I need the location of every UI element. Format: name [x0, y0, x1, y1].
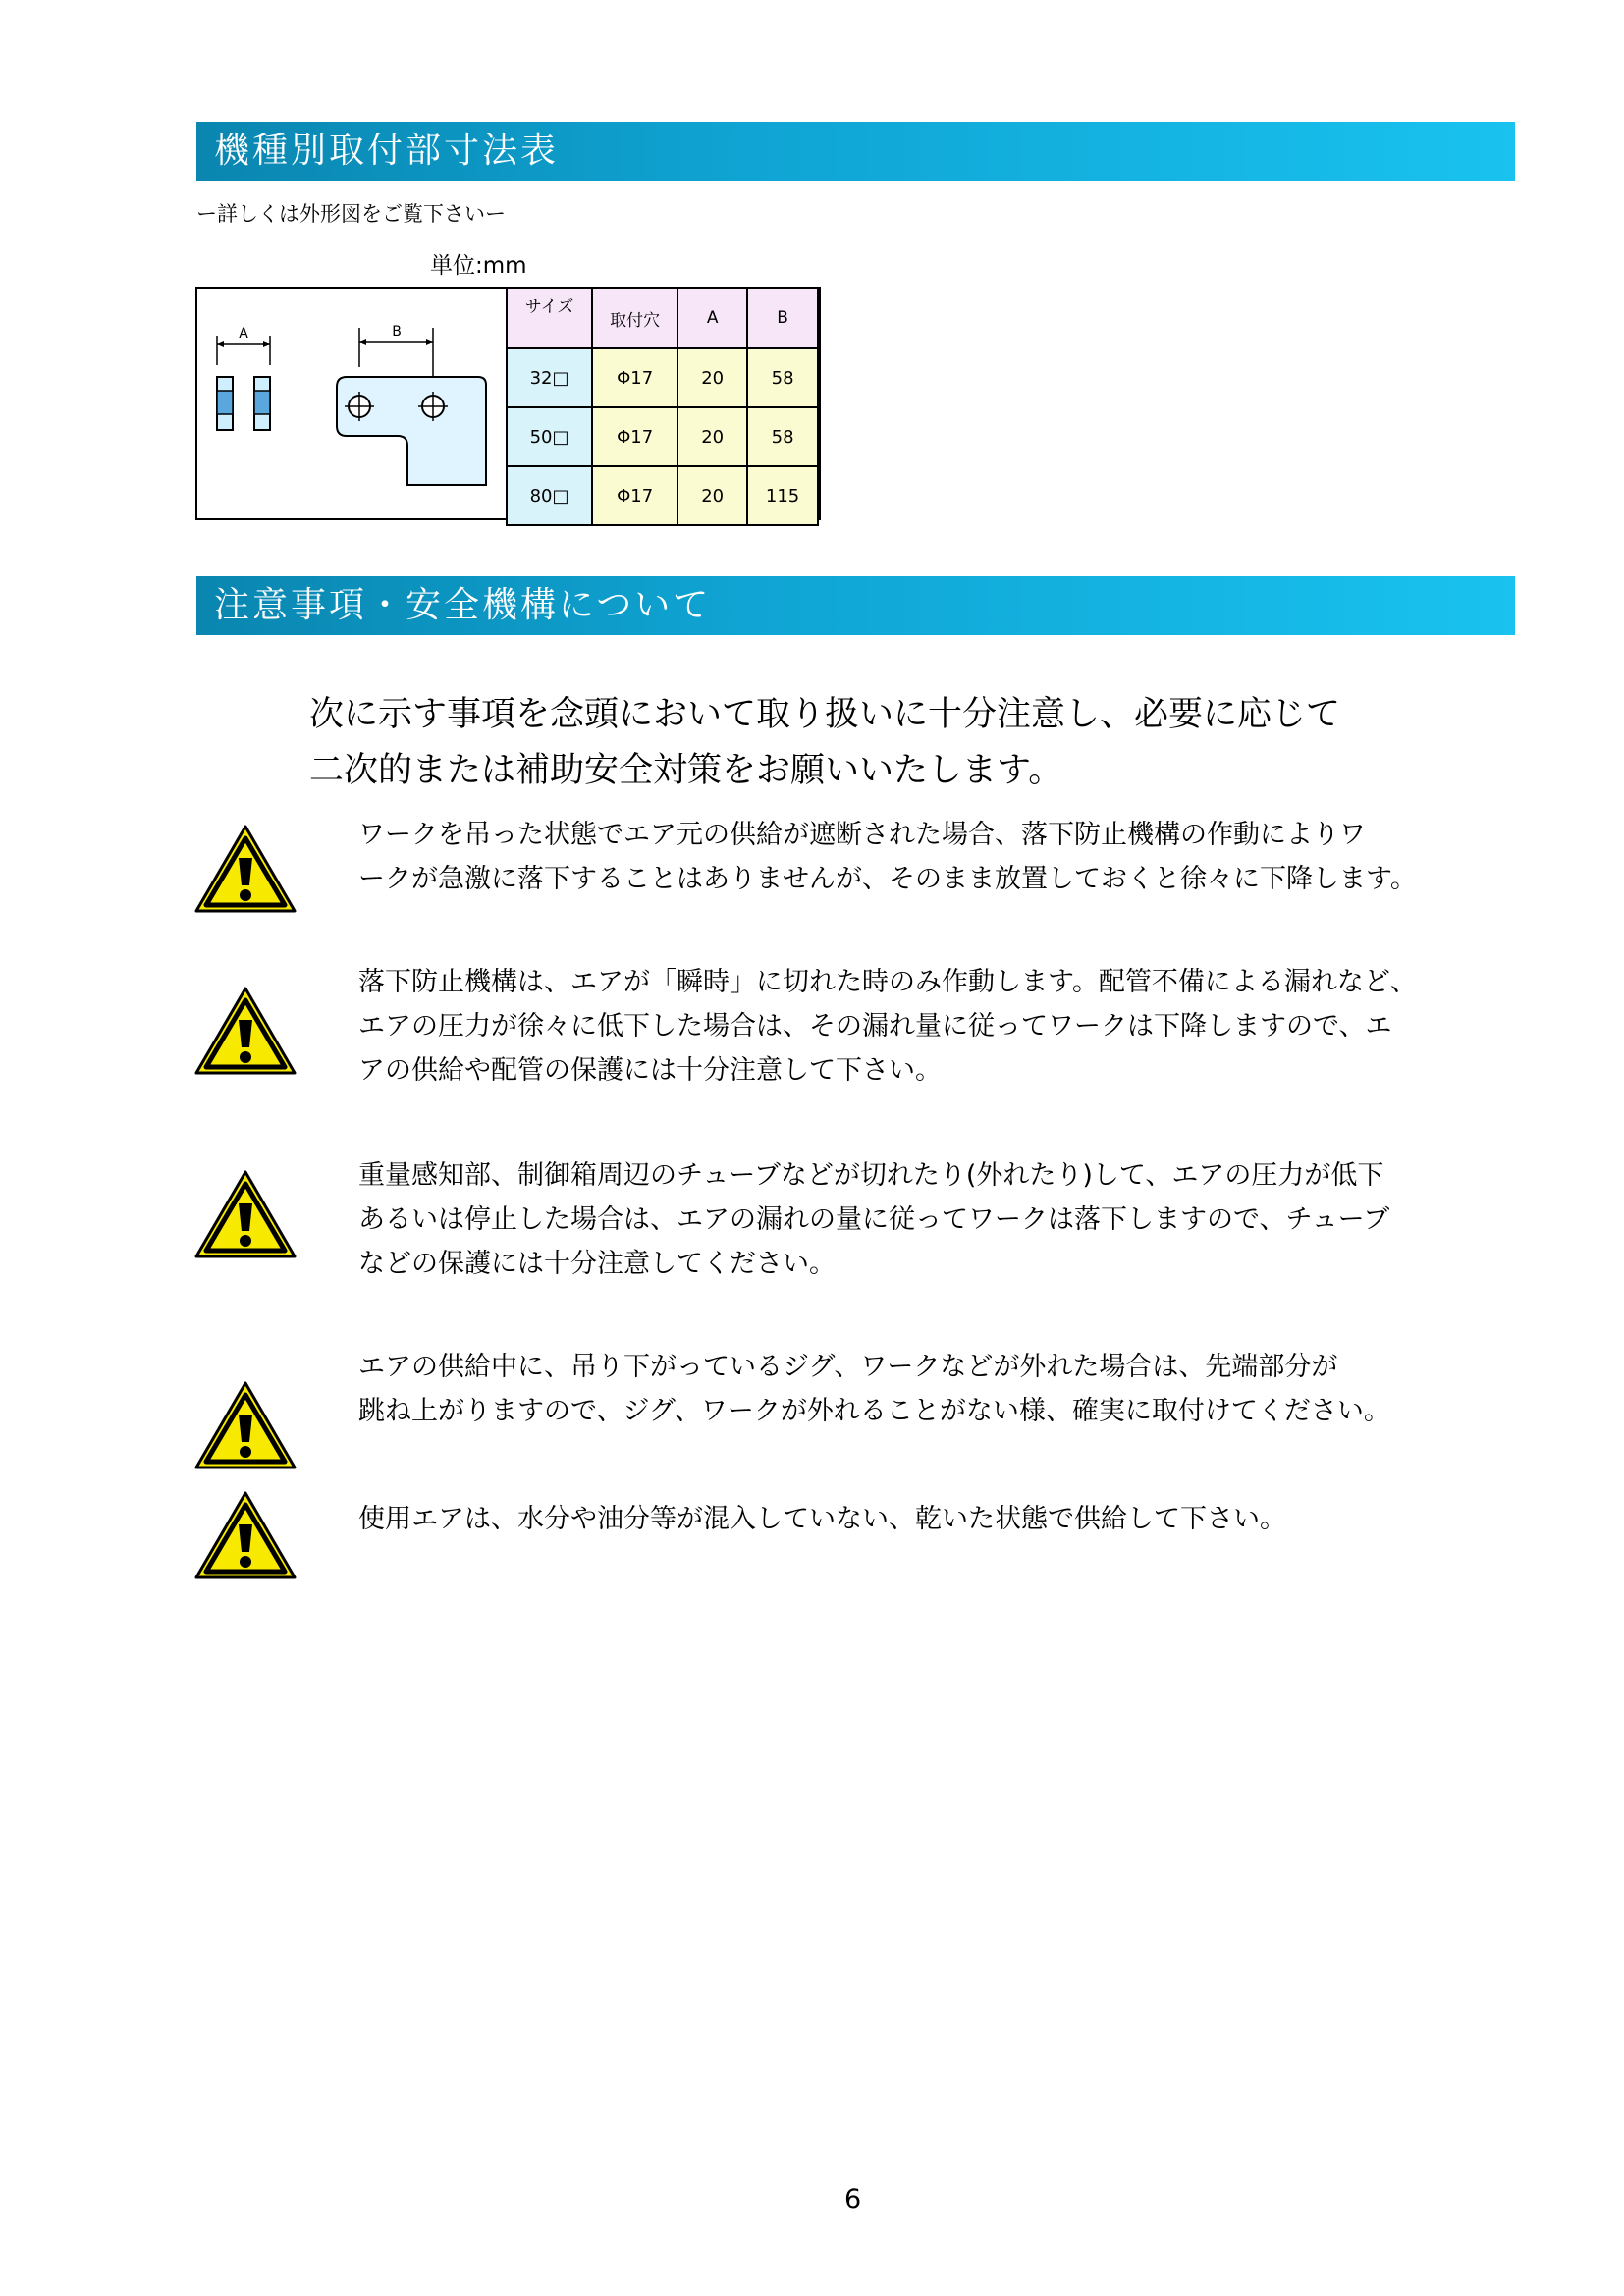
warning-line: 跳ね上がりますので、ジグ、ワークが外れることがない様、確実に取付けてください。: [358, 1396, 1390, 1426]
safety-intro: [309, 687, 1340, 799]
table-row: [507, 348, 818, 407]
intro-line: 二次的または補助安全対策をお願いいたします。: [309, 751, 1063, 790]
warning-line: 落下防止機構は、エアが「瞬時」に切れた時のみ作動します。配管不備による漏れなど、: [358, 967, 1417, 997]
section-title-safety: 注意事項・安全機構について: [196, 576, 1515, 635]
warning-triangle-icon: [192, 1379, 298, 1471]
dimension-table: [506, 287, 819, 526]
warning-triangle-icon: [192, 1489, 298, 1581]
cell-b: 58: [747, 407, 818, 466]
cell-a: 20: [677, 348, 747, 407]
cell-a: 20: [677, 466, 747, 525]
page-number: 6: [844, 2184, 862, 2215]
cell-b: 58: [747, 348, 818, 407]
header-a: A: [677, 288, 747, 348]
cell-size: 50□: [507, 407, 592, 466]
warning-triangle-icon: [192, 985, 298, 1077]
detail-note: ー詳しくは外形図をご覧下さいー: [196, 202, 506, 226]
warning-line: ワークを吊った状態でエア元の供給が遮断された場合、落下防止機構の作動によりワ: [358, 820, 1366, 850]
unit-label: 単位:mm: [430, 253, 527, 279]
cell-a: 20: [677, 407, 747, 466]
dimension-a-label: A: [239, 326, 248, 342]
warning-item: [358, 1345, 1488, 1433]
warning-item: [358, 1153, 1488, 1286]
warning-item: [358, 1497, 1488, 1541]
warning-item: [358, 960, 1488, 1093]
intro-line: 次に示す事項を念頭において取り扱いに十分注意し、必要に応じて: [309, 695, 1341, 734]
warning-line: ークが急激に落下することはありませんが、そのまま放置しておくと徐々に下降します。: [358, 864, 1417, 894]
warning-line: あるいは停止した場合は、エアの漏れの量に従ってワークは落下しますので、チューブ: [358, 1204, 1390, 1235]
warning-line: エアの供給中に、吊り下がっているジグ、ワークなどが外れた場合は、先端部分が: [358, 1352, 1338, 1382]
header-b: B: [747, 288, 818, 348]
table-header-row: [507, 288, 818, 348]
warning-line: アの供給や配管の保護には十分注意して下さい。: [358, 1055, 942, 1086]
dimension-table-box: [195, 287, 821, 520]
cell-mount-hole: Φ17: [592, 466, 677, 525]
warning-line: などの保護には十分注意してください。: [358, 1249, 836, 1279]
cell-size: 80□: [507, 466, 592, 525]
cell-size: 32□: [507, 348, 592, 407]
table-row: [507, 466, 818, 525]
warning-line: 重量感知部、制御箱周辺のチューブなどが切れたり(外れたり)して、エアの圧力が低下: [358, 1160, 1384, 1191]
cell-b: 115: [747, 466, 818, 525]
section-title-dimensions: 機種別取付部寸法表: [196, 122, 1515, 181]
dimension-b-label: B: [392, 324, 402, 340]
header-size: サイズ: [507, 288, 592, 348]
warning-item: [358, 813, 1488, 901]
mounting-diagram: [197, 289, 506, 518]
warning-triangle-icon: [192, 1168, 298, 1260]
table-row: [507, 407, 818, 466]
cell-mount-hole: Φ17: [592, 407, 677, 466]
header-mount-hole: 取付穴: [592, 288, 677, 348]
warning-line: 使用エアは、水分や油分等が混入していない、乾いた状態で供給して下さい。: [358, 1504, 1286, 1534]
warning-triangle-icon: [192, 823, 298, 915]
cell-mount-hole: Φ17: [592, 348, 677, 407]
warning-line: エアの圧力が徐々に低下した場合は、その漏れ量に従ってワークは下降しますので、エ: [358, 1011, 1392, 1041]
